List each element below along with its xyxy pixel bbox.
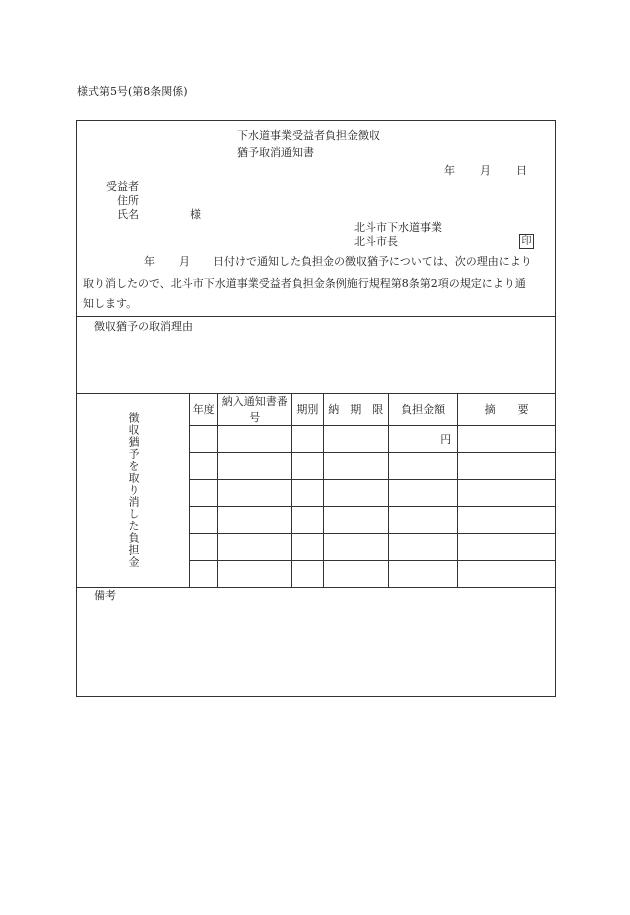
table-cell[interactable] <box>292 507 323 534</box>
issuer-org: 北斗市下水道事業 <box>354 221 442 234</box>
header-period: 期別 <box>292 393 323 426</box>
name-label: 氏名 <box>117 208 139 221</box>
body-line-2: 取り消したので、北斗市下水道事業受益者負担金条例施行規程第8条第2項の規定により通 <box>83 277 526 290</box>
table-cell[interactable] <box>218 534 292 561</box>
charges-table <box>77 393 555 588</box>
table-cell[interactable] <box>458 480 555 507</box>
table-cell[interactable] <box>323 453 388 480</box>
table-cell[interactable] <box>218 426 292 453</box>
header-due-date: 納 期 限 <box>323 393 388 426</box>
table-cell[interactable] <box>388 561 457 588</box>
body-year: 年 <box>144 255 155 268</box>
title-line-1: 下水道事業受益者負担金徴収 <box>237 129 380 142</box>
reason-label: 徴収猶予の取消理由 <box>94 320 193 333</box>
address-label: 住所 <box>117 194 139 207</box>
table-cell[interactable] <box>190 426 218 453</box>
table-cell[interactable] <box>323 426 388 453</box>
table-cell[interactable] <box>292 534 323 561</box>
issuer-title: 北斗市長 <box>354 235 398 248</box>
yen-unit: 円 <box>388 426 457 453</box>
table-cell[interactable] <box>218 480 292 507</box>
table-cell[interactable] <box>190 480 218 507</box>
table-cell[interactable] <box>292 453 323 480</box>
table-header-row <box>77 393 555 426</box>
body-line-1: 日付けで通知した負担金の徴収猶予については、次の理由により <box>213 255 532 268</box>
table-cell[interactable] <box>458 534 555 561</box>
divider <box>77 316 555 317</box>
table-cell[interactable] <box>292 561 323 588</box>
table-cell[interactable] <box>190 507 218 534</box>
side-label: 徴収猶予を取り消した負担金 <box>127 412 140 568</box>
body-month: 月 <box>179 255 190 268</box>
table-cell[interactable] <box>323 534 388 561</box>
table-cell[interactable] <box>218 507 292 534</box>
form-number: 様式第5号(第8条関係) <box>77 85 188 98</box>
table-cell[interactable] <box>190 534 218 561</box>
table-cell[interactable] <box>218 453 292 480</box>
title-line-2: 猶予取消通知書 <box>237 146 314 159</box>
header-amount: 負担金額 <box>388 393 457 426</box>
body-line-3: 知します。 <box>83 297 138 310</box>
table-cell[interactable] <box>388 453 457 480</box>
table-cell[interactable] <box>388 480 457 507</box>
header-year: 年度 <box>190 393 218 426</box>
table-cell[interactable] <box>458 561 555 588</box>
table-cell[interactable] <box>292 426 323 453</box>
table-cell[interactable] <box>458 507 555 534</box>
table-cell[interactable] <box>323 480 388 507</box>
table-cell[interactable] <box>388 507 457 534</box>
table-cell[interactable] <box>190 453 218 480</box>
remarks-label: 備考 <box>94 589 116 602</box>
header-summary: 摘 要 <box>458 393 555 426</box>
table-cell[interactable] <box>292 480 323 507</box>
date-year: 年 <box>444 164 455 177</box>
table-cell[interactable] <box>323 561 388 588</box>
table-cell[interactable] <box>458 453 555 480</box>
header-notice-number: 納入通知書番号 <box>218 393 292 426</box>
table-cell[interactable] <box>190 561 218 588</box>
recipient-label: 受益者 <box>106 180 139 193</box>
date-month: 月 <box>480 164 491 177</box>
table-cell[interactable] <box>388 534 457 561</box>
notice-form <box>76 120 556 697</box>
side-label-cell <box>77 393 190 588</box>
table-cell[interactable] <box>323 507 388 534</box>
date-day: 日 <box>516 164 527 177</box>
honorific: 様 <box>190 208 201 221</box>
table-cell[interactable] <box>458 426 555 453</box>
table-cell[interactable] <box>218 561 292 588</box>
seal-mark: 印 <box>519 234 534 249</box>
